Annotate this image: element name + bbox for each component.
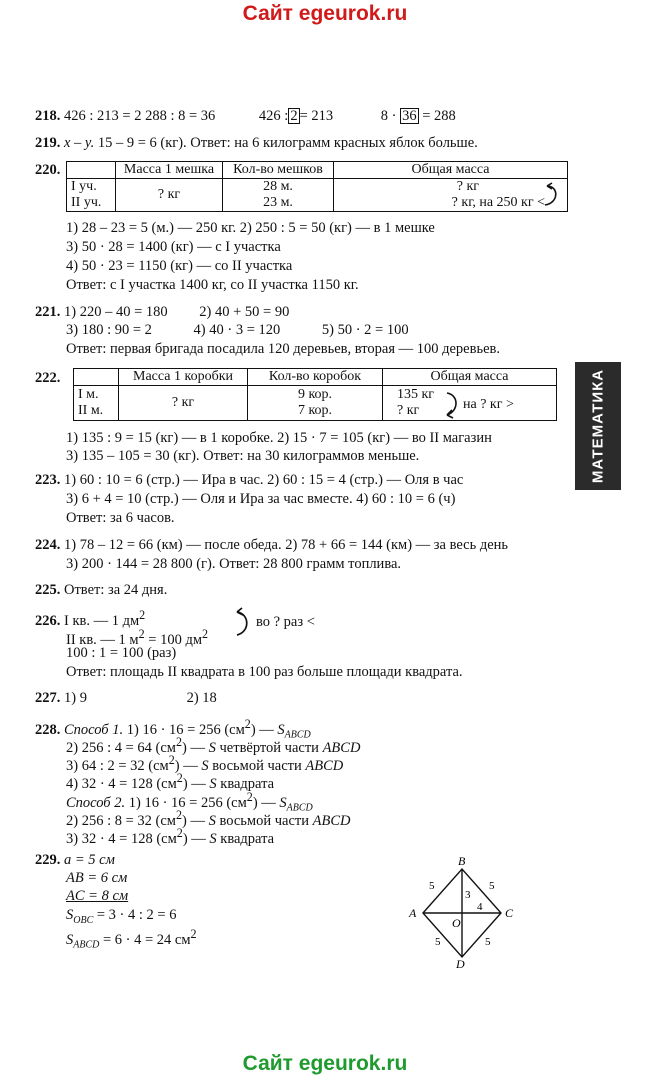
table-corner: [67, 162, 116, 179]
expression: x – y.: [64, 135, 95, 151]
count-cell: [223, 179, 334, 212]
problem-225: [35, 582, 167, 599]
subscript: ABCD: [73, 939, 100, 951]
text: = 3 · 4 : 2 = 6: [93, 907, 177, 923]
answer-text: Ответ: за 24 дня.: [64, 582, 168, 598]
boxed-answer: 36: [402, 108, 417, 124]
figure-name: ABCD: [312, 812, 351, 829]
table-header: Масса 1 мешка: [116, 162, 223, 179]
text: 3) 32 · 4 = 128 (см: [66, 830, 177, 847]
text: ) —: [182, 739, 209, 756]
given-line: AC = 8 см: [66, 888, 129, 904]
header-site-title: Сайт egeurok.ru: [242, 2, 408, 25]
answer-part: 1) 9: [64, 690, 87, 706]
answer-part: 2) 18: [186, 690, 217, 706]
rhombus-diagram: [405, 855, 545, 971]
superscript: 2: [139, 608, 146, 622]
problem-number: 227.: [35, 690, 61, 706]
text: квадрата: [216, 830, 275, 847]
table-header: Масса 1 коробки: [119, 369, 248, 386]
subscript: ABCD: [286, 802, 313, 814]
text: 8 ·: [380, 108, 397, 124]
text: ) —: [174, 757, 202, 774]
side-length-label: 5: [485, 936, 491, 948]
comparison-label: на ? кг >: [463, 397, 514, 412]
total-value: ? кг, на 250 кг <: [451, 195, 545, 210]
area-symbol: S: [208, 739, 216, 756]
text: 3) 64 : 2 = 32 (см: [66, 757, 169, 774]
problem-220-table: [66, 161, 568, 212]
text: 2) 256 : 4 = 64 (см: [66, 739, 176, 756]
problem-219: [35, 135, 478, 152]
count-value: 28 м.: [263, 179, 293, 194]
solution-line: [66, 926, 197, 954]
vertex-label-b: B: [458, 855, 466, 868]
method-label: Способ 1.: [64, 721, 124, 738]
solution-line: [66, 322, 409, 339]
segment-length-label: 3: [465, 889, 471, 901]
count-cell: [248, 386, 383, 421]
count-value: 9 кор.: [297, 387, 333, 402]
figure-name: ABCD: [322, 739, 361, 756]
problem-222-table: [73, 368, 557, 421]
superscript: 2: [190, 927, 197, 941]
curved-arrow-icon: [445, 389, 461, 419]
problem-218-expr-c: [381, 108, 456, 124]
area-symbol: S: [66, 931, 74, 948]
problem-221: [35, 304, 289, 321]
text: 1) 16 · 16 = 256 (см: [123, 721, 245, 738]
text: 2) 256 : 8 = 32 (см: [66, 812, 176, 829]
problem-number: 229.: [35, 852, 61, 868]
text: ) —: [182, 775, 210, 792]
text: ) —: [250, 721, 278, 738]
solution-line: 100 : 1 = 100 (раз): [66, 645, 177, 661]
answer-line: Ответ: за 6 часов.: [66, 510, 175, 526]
total-value: ? кг: [456, 179, 479, 194]
text: = 288: [422, 108, 456, 124]
text: 1) 16 · 16 = 256 (см: [125, 794, 247, 811]
superscript: 2: [175, 735, 183, 749]
table-header: Кол-во мешков: [223, 162, 334, 179]
table-header: Общая масса: [334, 162, 568, 179]
solution-line: 1) 28 – 23 = 5 (м.) — 250 кг. 2) 250 : 5 = 50 (кг) — в 1 мешке: [66, 220, 435, 236]
superscript: 2: [202, 627, 209, 641]
vertex-label-a: A: [409, 906, 417, 920]
text: = 100 дм: [144, 631, 203, 648]
solution-step: 1) 220 – 40 = 180: [64, 304, 168, 320]
superscript: 2: [244, 717, 251, 731]
problem-218-expr-a: 426 : 213 = 2 288 : 8 = 36: [64, 108, 216, 124]
problem-number: 218.: [35, 108, 61, 124]
center-label-o: O: [452, 916, 461, 930]
text: 426 :: [258, 108, 289, 124]
solution-step: 3) 180 : 90 = 2: [66, 322, 152, 338]
text: восьмой части: [215, 812, 313, 829]
area-symbol: S: [279, 794, 287, 811]
side-length-label: 5: [429, 880, 435, 892]
subscript: OBC: [73, 914, 94, 926]
side-length-label: 5: [435, 936, 441, 948]
text: 4) 32 · 4 = 128 (см: [66, 775, 177, 792]
answer-text: 15 – 9 = 6 (кг). Ответ: на 6 килограмм красных яблок больше.: [97, 135, 478, 151]
solution-step: 5) 50 · 2 = 100: [321, 322, 409, 338]
problem-number: 228.: [35, 721, 61, 738]
problem-number: 219.: [35, 135, 61, 151]
text: четвёртой части: [215, 739, 323, 756]
total-value: 135 кг: [397, 387, 435, 402]
solution-line: 3) 135 – 105 = 30 (кг). Ответ: на 30 килограммов меньше.: [66, 448, 420, 464]
solution-line: 3) 200 · 144 = 28 800 (г). Ответ: 28 800 грамм топлива.: [66, 556, 402, 572]
row-label: II уч.: [71, 195, 102, 210]
text: квадрата: [216, 775, 275, 792]
vertex-label-c: C: [505, 906, 514, 920]
problem-number: 221.: [35, 304, 61, 320]
problem-224: [35, 537, 508, 554]
side-tab-label: МАТЕМАТИКА: [589, 368, 607, 484]
area-symbol: S: [208, 812, 216, 829]
text: ) —: [252, 794, 280, 811]
curved-arrow-icon: [543, 181, 565, 211]
superscript: 2: [168, 753, 175, 767]
superscript: 2: [175, 808, 183, 822]
solution-line: 4) 50 · 23 = 1150 (кг) — со II участка: [66, 258, 293, 274]
text: I кв. — 1 дм: [64, 612, 140, 629]
solution-step: 4) 40 · 3 = 120: [193, 322, 281, 338]
problem-218-expr-b: [259, 108, 333, 124]
boxed-answer: 2: [290, 108, 298, 124]
solution-line: 3) 50 · 28 = 1400 (кг) — с I участка: [66, 239, 281, 255]
segment-length-label: 4: [477, 901, 483, 913]
text: ) —: [182, 812, 209, 829]
text: ) —: [182, 830, 210, 847]
problem-number: 224.: [35, 537, 61, 553]
area-symbol: S: [209, 830, 217, 847]
answer-line: Ответ: площадь II квадрата в 100 раз больше площади квадрата.: [66, 664, 463, 680]
mass-cell: ? кг: [119, 386, 248, 421]
figure-name: ABCD: [305, 757, 344, 774]
solution-step: 1) 78 – 12 = 66 (км) — после обеда. 2) 78 + 66 = 144 (км) — за весь день: [64, 537, 508, 553]
table-corner: [74, 369, 119, 386]
total-cell: [383, 386, 557, 421]
text: восьмой части: [208, 757, 306, 774]
total-value: ? кг: [397, 403, 420, 418]
answer-line: Ответ: с I участка 1400 кг, со II участка 1150 кг.: [66, 277, 359, 293]
solution-line: [66, 825, 274, 848]
footer-site-title: Сайт egeurok.ru: [242, 1052, 408, 1075]
problem-223: [35, 472, 463, 489]
side-tab-math: [575, 362, 621, 490]
table-header: Общая масса: [383, 369, 557, 386]
superscript: 2: [176, 771, 183, 785]
row-label: II м.: [78, 403, 104, 418]
problem-number: 225.: [35, 582, 61, 598]
side-length-label: 5: [489, 880, 495, 892]
answer-line: Ответ: первая бригада посадила 120 деревьев, вторая — 100 деревьев.: [66, 341, 500, 357]
area-symbol: S: [277, 721, 285, 738]
superscript: 2: [138, 627, 145, 641]
solution-line: 1) 135 : 9 = 15 (кг) — в 1 коробке. 2) 15 · 7 = 105 (кг) — во II магазин: [66, 430, 492, 446]
solution-line: 3) 6 + 4 = 10 (стр.) — Оля и Ира за час вместе. 4) 60 : 10 = 6 (ч): [66, 491, 456, 507]
text: = 6 · 4 = 24 см: [99, 931, 191, 948]
problem-number: 220.: [35, 162, 61, 178]
method-label: Способ 2.: [66, 794, 126, 811]
count-value: 23 м.: [263, 195, 293, 210]
problem-number: 223.: [35, 472, 61, 488]
text: = 213: [299, 108, 334, 124]
area-symbol: S: [66, 907, 74, 923]
superscript: 2: [176, 826, 183, 840]
problem-number: 226.: [35, 612, 61, 629]
row-label: I м.: [78, 387, 99, 402]
text: II кв. — 1 м: [66, 631, 139, 648]
problem-229: [35, 852, 115, 869]
vertex-label-d: D: [456, 957, 465, 971]
superscript: 2: [246, 790, 253, 804]
problem-218: [35, 108, 456, 125]
problem-number: 222.: [35, 370, 61, 386]
comparison-label: во ? раз <: [256, 614, 315, 630]
area-symbol: S: [201, 757, 209, 774]
given-line: AB = 6 см: [66, 870, 128, 886]
table-header: Кол-во коробок: [248, 369, 383, 386]
problem-227: [35, 690, 217, 707]
solution-step: 1) 60 : 10 = 6 (стр.) — Ира в час. 2) 60 : 15 = 4 (стр.) — Оля в час: [64, 472, 464, 488]
given-line: a = 5 см: [64, 852, 115, 868]
subscript: ABCD: [284, 729, 311, 741]
row-label: I уч.: [71, 179, 97, 194]
mass-cell: ? кг: [116, 179, 223, 212]
total-cell: [334, 179, 568, 212]
row-labels: [67, 179, 116, 212]
area-symbol: S: [209, 775, 217, 792]
solution-step: 2) 40 + 50 = 90: [199, 304, 290, 320]
row-labels: [74, 386, 119, 421]
curved-arrow-icon: [234, 606, 252, 640]
count-value: 7 кор.: [297, 403, 333, 418]
